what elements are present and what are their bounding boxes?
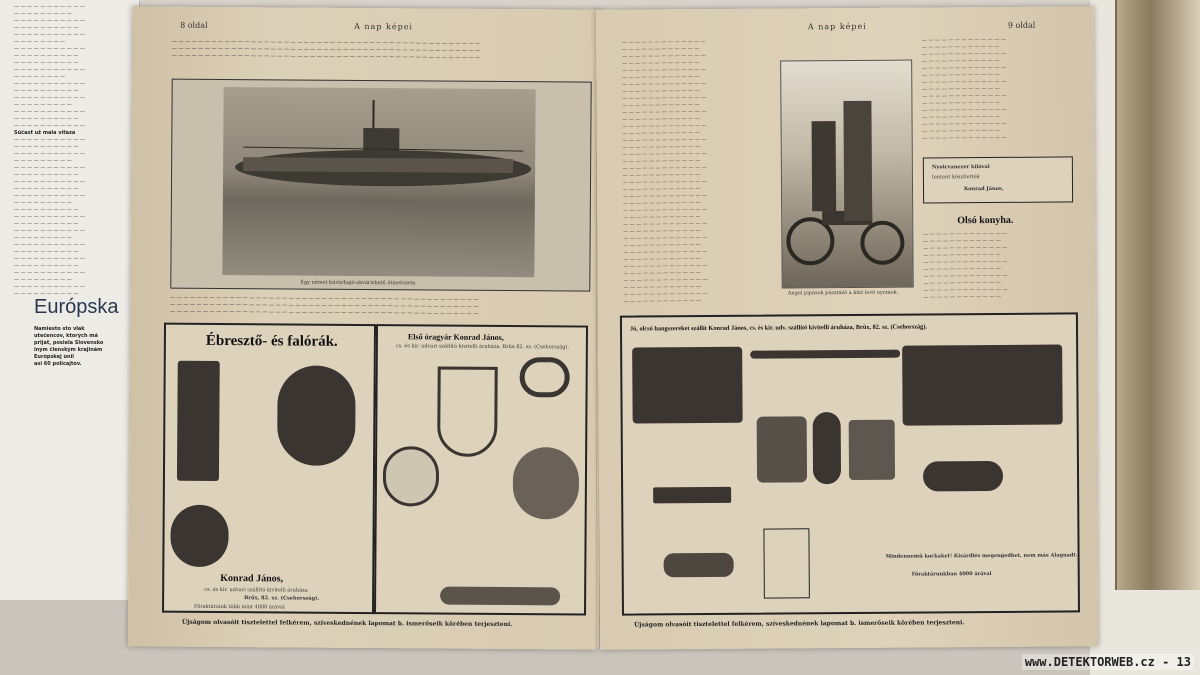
music-ad-order-note: Mindennemű kockaket! Kisárdlés megengedhet, nem más Alagnadt. — [885, 552, 1078, 560]
violin-case-image — [923, 461, 1003, 492]
background-headline: Európska — [34, 296, 119, 318]
clock-advertisement — [162, 323, 376, 614]
right-page-footer: Újságom olvasóit tisztelettel felkérem, szíveskednének lapomat b. ismerőseik körében terjeszteni. — [634, 619, 965, 629]
alarm-clock-image — [170, 505, 228, 567]
jewelry-advertisement — [374, 324, 588, 615]
musical-instruments-advertisement — [620, 312, 1080, 615]
article-text-column-3b: — — — — — — — — — — — — — — — — — — — — — — — — — — — — — — — — — — — — — — — — — — — — — — — — — — — — — — — — — — — — — — — — — — — — — — — — — — — — — — — — — — — — — — — — — — — — — — — — — — — — — — — — — — — — — — — — — — — — — — — — — — — — — — [923, 230, 1008, 301]
article-text-column-3: — — — — — — — — — — — — — — — — — — — — — — — — — — — — — — — — — — — — — — — — — — — — — — — — — — — — — — — — — — — — — — — — — — — — — — — — — — — — — — — — — — — — — — — — — — — — — — — — — — — — — — — — — — — — — — — — — — — — — — — — — — — — — — — — — — — — — — — — — — — — — — — — — — — — — — — — — — — — — — — — — — — — — — — — — — — — — — — — — — — — — — — — — — — — — [921, 36, 1007, 142]
zither-image — [757, 416, 807, 482]
motorcycle-caption: Angol pipások pásztázó a kint levő nyomok. — [787, 289, 899, 297]
wall-clock-image — [177, 361, 220, 481]
pocket-watch-image — [383, 446, 439, 506]
background-newspaper-left — [0, 0, 140, 600]
watermark: www.DETEKTORWEB.cz - 13 — [1022, 654, 1194, 670]
article-text-top: — — — — — — — — — — — — — — — — — — — — — — — — — — — — — — — — — — — — — — — — — — — — — — — — — — — — — — — — — — — — — — — — — — — — — — — — — — — — — — — — — — — — — — — — — — — — — — — — — — — — — — — — — — — — — — — — — — — — — — — — — — — — — — — — — — — — — — — — — — — — — — [171, 38, 481, 61]
boxed-notice-line: Nyolcvanezer kilóval — [931, 164, 990, 171]
clarinet-image — [750, 350, 900, 359]
running-head: A nap képei — [807, 21, 867, 32]
violin-image — [813, 412, 842, 484]
music-ad-stock-note: Főraktárunkban 4000 árával — [911, 570, 992, 578]
background-subhead: Súčasť už mala víťaza — [14, 130, 76, 136]
bracelet-chain-image — [440, 587, 560, 606]
article-text-column-1: — — — — — — — — — — — — — — — — — — — — — — — — — — — — — — — — — — — — — — — — — — — — — — — — — — — — — — — — — — — — — — — — — — — — — — — — — — — — — — — — — — — — — — — — — — — — — — — — — — — — — — — — — — — — — — — — — — — — — — — — — — — — — — — — — — — — — — — — — — — — — — — — — — — — — — — — — — — — — — — — — — — — — — — — — — — — — — — — — — — — — — — — — — — — — — — — — — — — — — — — — — — — — — — — — — — — — — — — — — — — — — — — — — — — — — — — — — — — — — — — — — — — — — — — — — — — — — — — — — — — — — — — — — — — — — — — — — — — — — — — — — — — — — — — — — — — — — — — — — — — — — — — — — — — — — — — — — — — — — — — — — — — — — — — — — — — — — — — — — — — — — — — — — — — — — — — — — — — — — — — — — — — — — — — — — — — — — — — — — — — — — — — — — — — — — — — — — — — — — — — — — — — — — — — — — — — — — — — — — — — — — — — — — — — — — — — — — — — — — — — — — — — — — — — — — — — — — — — — — — — — — — — — — — — — — — — — — — — [621, 38, 708, 305]
bells-image — [664, 553, 734, 577]
jewelry-ad-title: Első óragyár Konrad János, — [407, 332, 504, 342]
cuckoo-clock-image — [277, 365, 356, 466]
motorcycle-drawing — [781, 61, 913, 288]
music-ad-title: Jó, olcsó hangszereket szállít Konrad János, cs. és kir. udv. szállító kivitelli áruháza, Brüx, 82. sz. (Csehország). — [629, 323, 928, 333]
clock-ad-detail: cs. és kir. udvari szállító kivitelli áruháza — [204, 586, 308, 594]
clock-ad-footer-note: Főraktáraink több mint 4000 árával — [194, 603, 285, 611]
boxed-notice — [923, 156, 1073, 203]
pocket-watch-engraved-image — [513, 447, 580, 519]
submarine-cross-section-image — [222, 87, 535, 277]
page-number: 8 oldal — [180, 20, 208, 30]
jewelry-ad-subtitle: cs. és kir. udvari szállító kivitelli áruháza, Brüx 82. sz. (Csehország). — [395, 343, 570, 351]
newspaper-page-right — [596, 6, 1098, 649]
left-page-footer: Újságom olvasóit tisztelettel felkérem, szíveskednének lapomat b. ismerőseik körében terjeszteni. — [181, 618, 513, 629]
accordion-image — [632, 347, 743, 424]
running-head: A nap képei — [354, 21, 414, 32]
accordion-large-image — [902, 344, 1063, 425]
harp-zither-image — [849, 420, 895, 480]
page-header-left — [132, 20, 600, 37]
boxed-notice-line: tentent készítették — [931, 174, 980, 181]
motorcycle-soldiers-photo — [780, 60, 914, 289]
page-number: 9 oldal — [1007, 20, 1036, 30]
background-lead: Namiesto sto vlak utečencov, ktorých má prijať, posiela Slovensko iným členským krajinám Európskej únii asi 60 policajtov. — [34, 326, 104, 367]
rings-image — [520, 357, 570, 397]
boxed-notice-line: Konrad János, — [964, 185, 1004, 193]
section-heading: Olsó konyha. — [957, 214, 1014, 227]
clock-ad-title: Ébresztő- és falórák. — [205, 332, 338, 350]
submarine-drawing — [222, 87, 535, 277]
order-box — [763, 528, 809, 598]
background-text-column: — — — — — — — — — — — — — — — — — — — — — — — — — — — — — — — — — — — — — — — — — — — — — — — — — — — — — — — — — — — — — — — — — — — — — — — — — — — — — — — — — — — — — — — — — — — — — — — — — — — — — — — — — — — — — — — — — — — — — — — — — — — — — — — — — — — — — — — — — — — — — — — — — — — — — — — — — — — — — — — — — — — — — — — — — — — — — — — — — — — — — — — Súčasť už mala víťaza — — — — — — — — — — — — — — — — — — — — — — — — — — — — — — — — — — — — — — — — — — — — — — — — — — — — — — — — — — — — — — — — — — — — — — — — — — — — — — — — — — — — — — — — — — — — — — — — — — — — — — — — — — — — — — — — — — — — — — — — — — — — — — — — — — — — — — — — — — — — — — — — — — — — — — — — — — — — — — — — — — — — — — — — — — — — — — — — — — — — — — — — — — — — — — — — — — — — — — — — — — — — — — — — — — — — — — — — — — — — — — — — — — — — — — — — — — — — — — [14, 4, 122, 298]
article-text-middle: — — — — — — — — — — — — — — — — — — — — — — — — — — — — — — — — — — — — — — — — — — — — — — — — — — — — — — — — — — — — — — — — — — — — — — — — — — — — — — — — — — — — — — — — — — — — — — — — — — — — — — — — — — — — — — — — — — — — — — — — — — — — — — — — — — — — — — — — — — — — — — [170, 294, 479, 317]
harmonica-image — [653, 487, 731, 504]
clock-ad-company: Konrad János, — [220, 573, 284, 585]
newspaper-page-left — [128, 6, 600, 649]
submarine-caption: Egy német búvárhajó-akvárisbetű átmetszete. — [300, 279, 417, 287]
page-header-right — [596, 20, 1094, 37]
torn-old-paper — [1115, 0, 1200, 590]
chain-image — [437, 367, 498, 457]
clock-ad-city: Brüx, 82. sz. (Csehország). — [244, 595, 320, 602]
